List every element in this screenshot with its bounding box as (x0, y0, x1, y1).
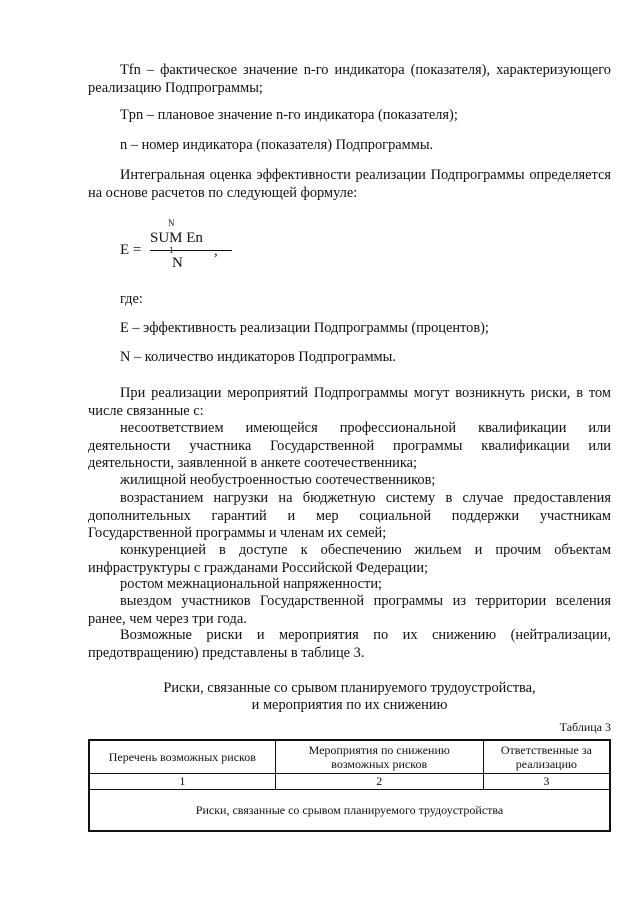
table-label: Таблица 3 (559, 720, 611, 734)
paragraph-risk-3: возрастанием нагрузки на бюджетную систему в случае предоставления дополнительных гарантий и мер социальной поддержки участникам Государственной программы и членам их семей; (88, 490, 611, 542)
paragraph-where: где: (120, 291, 143, 307)
column-number-3: 3 (483, 773, 610, 789)
table-header-row (89, 740, 610, 773)
formula-numerator: SUM En (150, 230, 203, 246)
formula-tail: , (214, 243, 218, 259)
formula-sup: N (168, 218, 175, 228)
paragraph-tpn: Tpn – плановое значение n-го индикатора (показателя); (120, 107, 458, 123)
table-title-line-2: и мероприятия по их снижению (251, 697, 448, 713)
column-number-2: 2 (275, 773, 483, 789)
table-number-row (89, 773, 610, 789)
paragraph-risk-1: несоответствием имеющейся профессиональной квалификации или деятельности участника Государственной программы квалификации или деятельности, заявленной в анкете соотечественника; (88, 420, 611, 472)
paragraph-e-definition: E – эффективность реализации Подпрограммы (процентов); (120, 320, 489, 336)
paragraph-risk-6: выездом участников Государственной программы из территории вселения ранее, чем через три года. (88, 593, 611, 627)
formula (120, 218, 270, 282)
formula-lhs: E = (120, 242, 142, 258)
formula-denominator: N (172, 255, 183, 271)
header-responsible: Ответственные за реализацию (483, 740, 610, 773)
paragraph-measures: Возможные риски и мероприятия по их снижению (нейтрализации, предотвращению) представлены в таблице 3. (88, 627, 611, 661)
table-section-row (89, 789, 610, 831)
paragraph-n-definition: n – номер индикатора (показателя) Подпрограммы. (120, 137, 434, 153)
fraction-line (150, 250, 232, 251)
paragraph-tfn: Tfn – фактическое значение n-го индикатора (показателя), характеризующего реализацию Подпрограммы; (88, 62, 611, 96)
formula-sub: 1 (169, 245, 174, 255)
header-measures: Мероприятия по снижению возможных рисков (275, 740, 483, 773)
paragraph-risk-5: ростом межнациональной напряженности; (120, 576, 383, 592)
paragraph-N-definition: N – количество индикаторов Подпрограммы. (120, 349, 396, 365)
header-risks: Перечень возможных рисков (89, 740, 275, 773)
paragraph-risks-intro: При реализации мероприятий Подпрограммы могут возникнуть риски, в том числе связанные с: (88, 385, 611, 419)
section-row-text: Риски, связанные со срывом планируемого трудоустройства (89, 789, 610, 831)
column-number-1: 1 (89, 773, 275, 789)
table-title-line-1: Риски, связанные со срывом планируемого трудоустройства, (163, 680, 536, 696)
paragraph-risk-4: конкуренцией в доступе к обеспечению жильем и прочим объектам инфраструктуры с гражданами Российской Федерации; (88, 542, 611, 576)
paragraph-risk-2: жилищной необустроенностью соотечественников; (120, 472, 436, 488)
risks-table (88, 739, 611, 832)
paragraph-integral: Интегральная оценка эффективности реализации Подпрограммы определяется на основе расчетов по следующей формуле: (88, 167, 611, 201)
